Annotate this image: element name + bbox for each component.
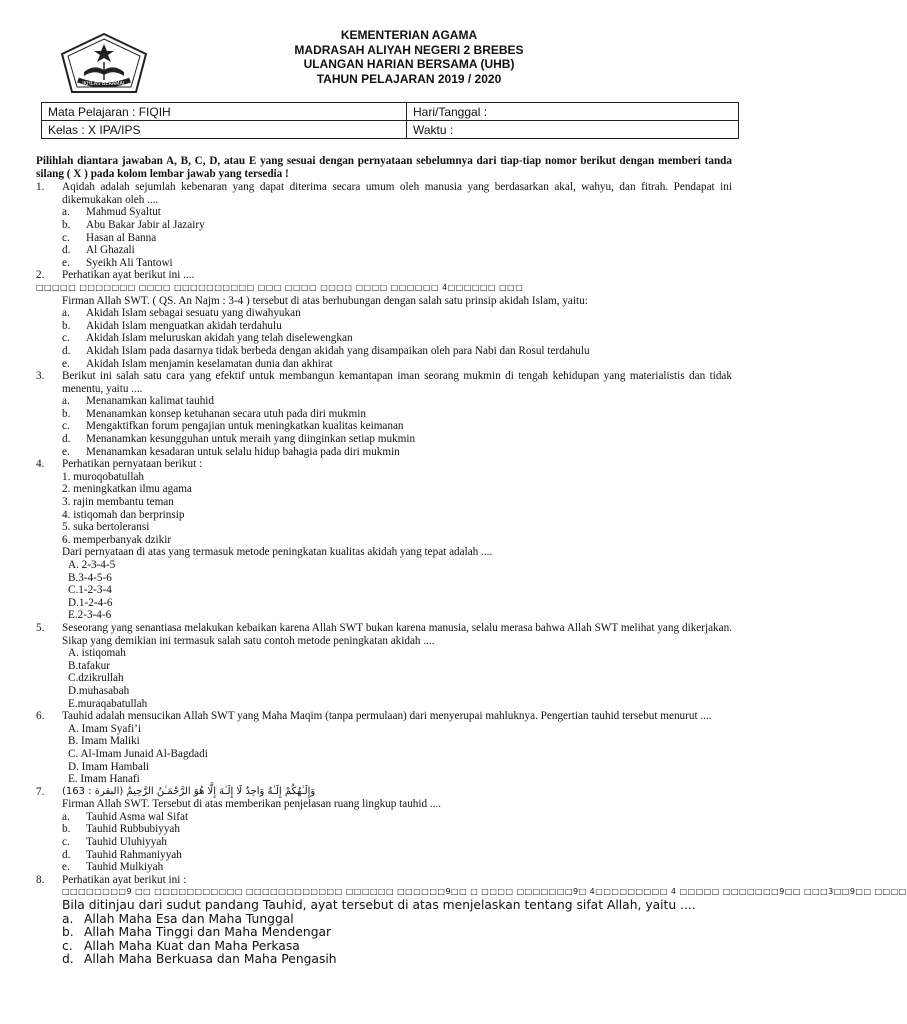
question-4	[36, 458, 732, 471]
option: b. Abu Bakar Jabir al Jazairy	[62, 218, 205, 231]
option: d. Al Ghazali	[62, 244, 135, 257]
statement-item: 6. memperbanyak dzikir	[62, 533, 172, 546]
arabic-verse: □□□□□□□□9 □□ □□□□□□□□□□□ □□□□□□□□□□□□ □□□□□□ □□□□□□9□□ □ □□□□ □□□□□□□9□ 4□□□□□□□□□ 4 □□□□□ □□□□□□□9□□ □□□3□□9□□ □□□□	[62, 887, 907, 897]
question-number: 4.	[36, 458, 45, 471]
class-cell: Kelas : X IPA/IPS	[42, 121, 407, 139]
question-number: 2.	[36, 269, 45, 282]
question-number: 7.	[36, 785, 45, 798]
header-exam: ULANGAN HARIAN BERSAMA (UHB)	[303, 57, 515, 71]
question-2	[36, 269, 732, 282]
option: E.muraqabatullah	[68, 697, 148, 710]
question-number: 6.	[36, 710, 45, 723]
option: a. Allah Maha Esa dan Maha Tunggal	[62, 911, 294, 926]
option: b. Allah Maha Tinggi dan Maha Mendengar	[62, 925, 332, 940]
option: a. Menanamkan kalimat tauhid	[62, 395, 214, 408]
option: d. Tauhid Rahmaniyyah	[62, 848, 182, 861]
option: c. Akidah Islam meluruskan akidah yang telah diselewengkan	[62, 332, 353, 345]
question-text: Perhatikan ayat berikut ini ....	[62, 269, 195, 282]
question-list	[36, 155, 907, 967]
question-text: Bila ditinjau dari sudut pandang Tauhid, ayat tersebut di atas menjelaskan tentang sifat Allah, yaitu ....	[62, 898, 696, 913]
option: c. Allah Maha Kuat dan Maha Perkasa	[62, 938, 300, 953]
option: c. Tauhid Uluhiyyah	[62, 836, 167, 849]
option: c. Hasan al Banna	[62, 231, 157, 244]
header-school: MADRASAH ALIYAH NEGERI 2 BREBES	[294, 42, 524, 57]
subject-cell: Mata Pelajaran : FIQIH	[42, 103, 407, 121]
question-text: Aqidah adalah sejumlah kebenaran yang dapat diterima secara umum oleh manusia yang berdasarkan akal, wahyu, dan fitrah. Pendapat ini dikemukakan oleh ....	[62, 181, 732, 206]
question-text: Firman Allah SWT. Tersebut di atas memberikan penjelasan ruang lingkup tauhid ....	[62, 798, 442, 811]
arabic-verse: (163 : البقرة) وَإِلَـٰهُكُمْ إِلَـٰهٌ وَاحِدٌ لَا إِلَـٰهَ إِلَّا هُوَ الرَّحْمَـٰنُ الرَّحِيمُ	[62, 785, 316, 797]
option: D. Imam Hambali	[68, 760, 150, 773]
question-number: 3.	[36, 370, 45, 383]
option: C.1-2-3-4	[68, 584, 112, 597]
option: E. Imam Hanafi	[68, 773, 140, 786]
option: A. 2-3-4-5	[68, 559, 116, 571]
question-8	[36, 874, 732, 887]
option: e. Tauhid Mulkiyah	[62, 861, 164, 874]
option: B.tafakur	[68, 659, 110, 672]
option: d. Menanamkan kesungguhan untuk meraih yang diinginkan setiap mukmin	[62, 433, 416, 446]
question-text: Perhatikan ayat berikut ini :	[62, 873, 187, 886]
question-text: Seseorang yang senantiasa melakukan kebaikan karena Allah SWT bukan karena manusia, selalu merasa bahwa Allah SWT melihat yang dikerjakan. Sikap yang demikian ini termasuk salah satu contoh metode peningkatan akidah ....	[62, 621, 732, 647]
question-7	[36, 786, 732, 799]
question-number: 8.	[36, 873, 45, 886]
option: a. Akidah Islam sebagai sesuatu yang diwahyukan	[62, 307, 301, 320]
option: a. Mahmud Syaltut	[62, 206, 161, 219]
question-text: Dari pernyataan di atas yang termasuk metode peningkatan kualitas akidah yang tepat adalah ....	[62, 546, 493, 559]
header-year: TAHUN PELAJARAN 2019 / 2020	[316, 71, 502, 86]
statement-item: 5. suka bertoleransi	[62, 521, 150, 534]
option: D.muhasabah	[68, 684, 130, 697]
question-number: 5.	[36, 621, 45, 634]
question-6	[36, 710, 732, 723]
option: D.1-2-4-6	[68, 596, 113, 609]
header-ministry: KEMENTERIAN AGAMA	[340, 28, 478, 42]
option: d. Allah Maha Berkuasa dan Maha Pengasih	[62, 952, 337, 967]
option: b. Tauhid Rubbubiyyah	[62, 823, 180, 836]
option: e. Syeikh Ali Tantowi	[62, 256, 173, 269]
option: C.dzikrullah	[68, 672, 124, 685]
date-cell: Hari/Tanggal :	[407, 103, 739, 121]
option: A. istiqomah	[68, 647, 126, 660]
question-1	[36, 181, 732, 206]
option: B.3-4-5-6	[68, 571, 112, 584]
option: a. Tauhid Asma wal Sifat	[62, 810, 189, 823]
option: e. Akidah Islam menjamin keselamatan dunia dan akhirat	[62, 357, 333, 370]
option: c. Mengaktifkan forum pengajian untuk meningkatkan kualitas keimanan	[62, 420, 404, 433]
option: d. Akidah Islam pada dasarnya tidak berbeda dengan akidah yang disampaikan oleh para Nabi dan Rosul terdahulu	[62, 344, 590, 357]
option: e. Menanamkan kesadaran untuk selalu hidup bahagia pada diri mukmin	[62, 445, 400, 458]
question-text: Perhatikan pernyataan berikut :	[62, 458, 203, 471]
instructions: Pilihlah diantara jawaban A, B, C, D, atau E yang sesuai dengan pernyataan sebelumnya dari tiap-tiap nomor berikut dengan memberi tanda silang ( X ) pada kolom lembar jawab yang tersedia !	[36, 155, 732, 180]
statement-item: 4. istiqomah dan berprinsip	[62, 508, 185, 521]
info-table	[41, 102, 739, 139]
question-5	[36, 622, 732, 647]
option: b. Menanamkan konsep ketuhanan secara utuh pada diri mukmin	[62, 407, 366, 420]
document-header	[0, 28, 768, 86]
time-cell: Waktu :	[407, 121, 739, 139]
statement-item: 2. meningkatkan ilmu agama	[62, 483, 192, 496]
question-text: Firman Allah SWT. ( QS. An Najm : 3-4 ) tersebut di atas berhubungan dengan salah satu prinsip akidah Islam, yaitu:	[62, 294, 588, 307]
question-text: Tauhid adalah mensucikan Allah SWT yang Maha Maqim (tanpa permulaan) dari menyerupai mahluknya. Pengertian tauhid tersebut menurut ....	[62, 710, 712, 723]
logo-text: IKHLAS BERAMAL	[82, 81, 126, 87]
statement-item: 3. rajin membantu teman	[62, 496, 174, 509]
option: A. Imam Syafi’i	[68, 722, 142, 735]
option: C. Al-Imam Junaid Al-Bagdadi	[68, 747, 208, 760]
arabic-verse: □□□□□ □□□□□□□ □□□□ □□□□□□□□□□ □□□ □□□□ □□□□ □□□□ □□□□□□ 4□□□□□□ □□□	[36, 282, 524, 292]
option: B. Imam Maliki	[68, 735, 140, 748]
question-number: 1.	[36, 181, 45, 194]
question-text: Berikut ini salah satu cara yang efektif untuk membangun kemantapan iman seorang mukmin di tengah kehidupan yang materialistis dan tidak menentu, yaitu ....	[62, 370, 732, 395]
question-3	[36, 370, 732, 395]
option: b. Akidah Islam menguatkan akidah terdahulu	[62, 319, 282, 332]
statement-item: 1. muroqobatullah	[62, 470, 145, 483]
option: E.2-3-4-6	[68, 609, 112, 622]
